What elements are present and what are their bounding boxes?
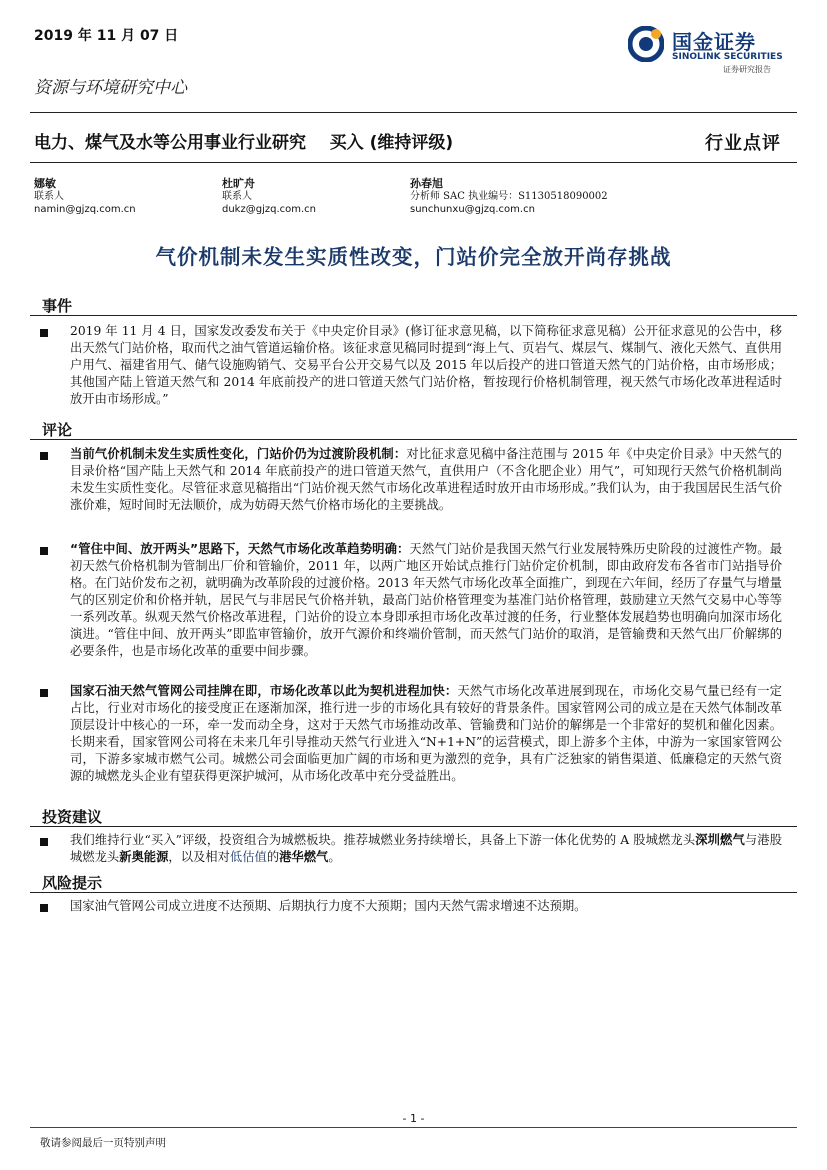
section-rule [30, 826, 797, 827]
event-paragraph: 2019 年 11 月 4 日，国家发改委发布关于《中央定价目录》(修订征求意见稿，以下简称征求意见稿）公开征求意见的公告中，移出天然气门站价格，取而代之油气管道运输价格。该征求意见稿同时提到“海上气、页岩气、煤层气、煤制气、液化天然气、直供用户用气、福建省用气、储气设施购销气、交易平台公开交易气以及 2015 年以后投产的进口管道天然气的门站价格，由市场形成；其他国产陆上管道天然气和 2014 年底前投产的进口管道天然气门站价格，暂按现行价格机制管理，视天然气市场化改革进程适时放开由市场形成。” [70, 324, 782, 406]
stock-shenzhen-gas: 深圳燃气 [695, 833, 745, 847]
sinolink-logo [628, 22, 798, 80]
invest-paragraph [70, 832, 782, 866]
invest-text-5: 的 [266, 850, 280, 864]
stock-towngas: 港华燃气 [279, 850, 329, 864]
author-2 [222, 177, 316, 216]
logo-cn: 国金证券 [672, 30, 756, 54]
header-rule [30, 112, 797, 113]
bullet-icon [40, 904, 48, 912]
author-role: 联系人 [222, 191, 252, 202]
section-rule [30, 315, 797, 316]
author-name: 娜敏 [34, 177, 56, 190]
bullet-icon [40, 689, 48, 697]
bullet-icon [40, 329, 48, 337]
section-rule [30, 892, 797, 893]
comment-text-3: 天然气市场化改革进展到现在，市场化交易气量已经有一定占比，行业对市场化的接受度正在逐渐加深，推行进一步的市场化具有较好的背景条件。国家管网公司的成立是在天然气体制改革顶层设计中核心的一环，牵一发而动全身，这对于天然气市场推动改革、管输费和门站价的解绑是一个非常好的契机和催化因素。长期来看，国家管网公司将在未来几年引导推动天然气行业进入“N+1+N”的运营模式，即上游多个主体，中游为一家国家管网公司，下游多家城市燃气公司。城燃公司会面临更加广阔的市场和更为激烈的竞争，具有广泛独家的销售渠道、低廉稳定的天然气资源的城燃龙头企业有望获得更深护城河，从市场化改革中充分受益胜出。 [70, 684, 782, 783]
author-1 [34, 177, 136, 216]
invest-text-3: ，以及相对 [168, 850, 230, 864]
invest-text-6: 。 [328, 850, 341, 864]
author-role: 联系人 [34, 191, 64, 202]
author-role: 分析师 SAC 执业编号：S1130518090002 [410, 191, 608, 202]
stock-enn-energy: 新奥能源 [119, 850, 169, 864]
footer-rule [30, 1127, 797, 1128]
comment-paragraph-3 [70, 683, 782, 785]
section-rule [30, 439, 797, 440]
author-3 [410, 177, 608, 216]
author-name: 孙春旭 [410, 177, 443, 190]
report-type: 行业点评 [705, 133, 781, 154]
bullet-icon [40, 838, 48, 846]
report-title: 气价机制未发生实质性改变，门站价完全放开尚存挑战 [155, 245, 672, 269]
department: 资源与环境研究中心 [34, 78, 187, 98]
comment-lead-2: “管住中间、放开两头”思路下，天然气市场化改革趋势明确： [70, 542, 410, 556]
author-email[interactable]: namin@gjzq.com.cn [34, 204, 136, 215]
comment-paragraph-2 [70, 541, 782, 660]
logo-sub: 证券研究报告 [723, 65, 771, 74]
author-email[interactable]: sunchunxu@gjzq.com.cn [410, 204, 535, 215]
comment-text-2: 天然气门站价是我国天然气行业发展特殊历史阶段的过渡性产物。最初天然气价格机制为管制出厂价和管输价，2011 年，以两广地区开始试点推行门站价定价机制，即由政府发布各省市门站指导价格。在门站价发布之初，就明确为改革阶段的过渡价格。2013 年天然气市场化改革全面推广，到现在六年间，经历了存量气与增量气的区别定价和价格并轨，居民气与非居民气价格并轨，最高门站价格管理变为基准门站价格管理，鼓励建立天然气交易中心等等一系列改革。纵观天然气价格改革进程，门站价的设立本身即承担市场化改革过渡的任务，行业整体发展趋势也明确向加深市场化演进。“管住中间、放开两头”即监审管输价，放开气源价和终端价管制，而天然气门站价的取消，是管输费和天然气出厂价解绑的必要条件，也是市场化改革的重要中间步骤。 [70, 542, 782, 658]
section-comment-heading: 评论 [42, 421, 73, 439]
invest-text-1: 我们维持行业“买入”评级，投资组合为城燃板块。推荐城燃业务持续增长，具备上下游一体化优势的 A 股城燃龙头 [70, 833, 696, 847]
author-email[interactable]: dukz@gjzq.com.cn [222, 204, 316, 215]
report-date: 2019 年 11 月 07 日 [34, 28, 179, 44]
bullet-icon [40, 547, 48, 555]
comment-lead-3: 国家石油天然气管网公司挂牌在即，市场化改革以此为契机进程加快： [70, 684, 458, 698]
footer-disclaimer: 敬请参阅最后一页特别声明 [40, 1137, 166, 1149]
section-invest-heading: 投资建议 [42, 808, 103, 826]
invest-text-4: 低估值 [229, 850, 267, 864]
comment-paragraph-1 [70, 446, 782, 514]
logo-en: SINOLINK SECURITIES [672, 52, 783, 62]
invest-text-2: 与港股城燃龙头 [70, 833, 782, 864]
page-number: - 1 - [402, 1112, 425, 1125]
comment-lead-1: 当前气价机制未发生实质性变化，门站价仍为过渡阶段机制： [70, 447, 407, 461]
comment-text-1: 对比征求意见稿中备注范围与 2015 年《中央定价目录》中天然气的目录价格“国产陆上天然气和 2014 年底前投产的进口管道天然气，直供用户（不含化肥企业）用气”，可知现行天然气价格机制尚未发生实质性变化。尽管征求意见稿指出“门站价视天然气市场化改革进程适时放开由市场形成。”我们认为，由于我国居民生活气价涨价难，短时间时无法顺价，成为妨碍天然气价格市场化的主要挑战。 [70, 447, 782, 512]
section-risk-heading: 风险提示 [42, 874, 103, 892]
bullet-icon [40, 452, 48, 460]
risk-paragraph: 国家油气管网公司成立进度不达预期、后期执行力度不大预期；国内天然气需求增速不达预期。 [70, 899, 587, 913]
section-event-heading: 事件 [42, 297, 73, 315]
report-headline: 电力、煤气及水等公用事业行业研究 买入 (维持评级) [34, 133, 454, 153]
logo-mark-icon [628, 26, 664, 62]
headline-rule [30, 162, 797, 163]
author-name: 杜旷舟 [222, 177, 255, 190]
